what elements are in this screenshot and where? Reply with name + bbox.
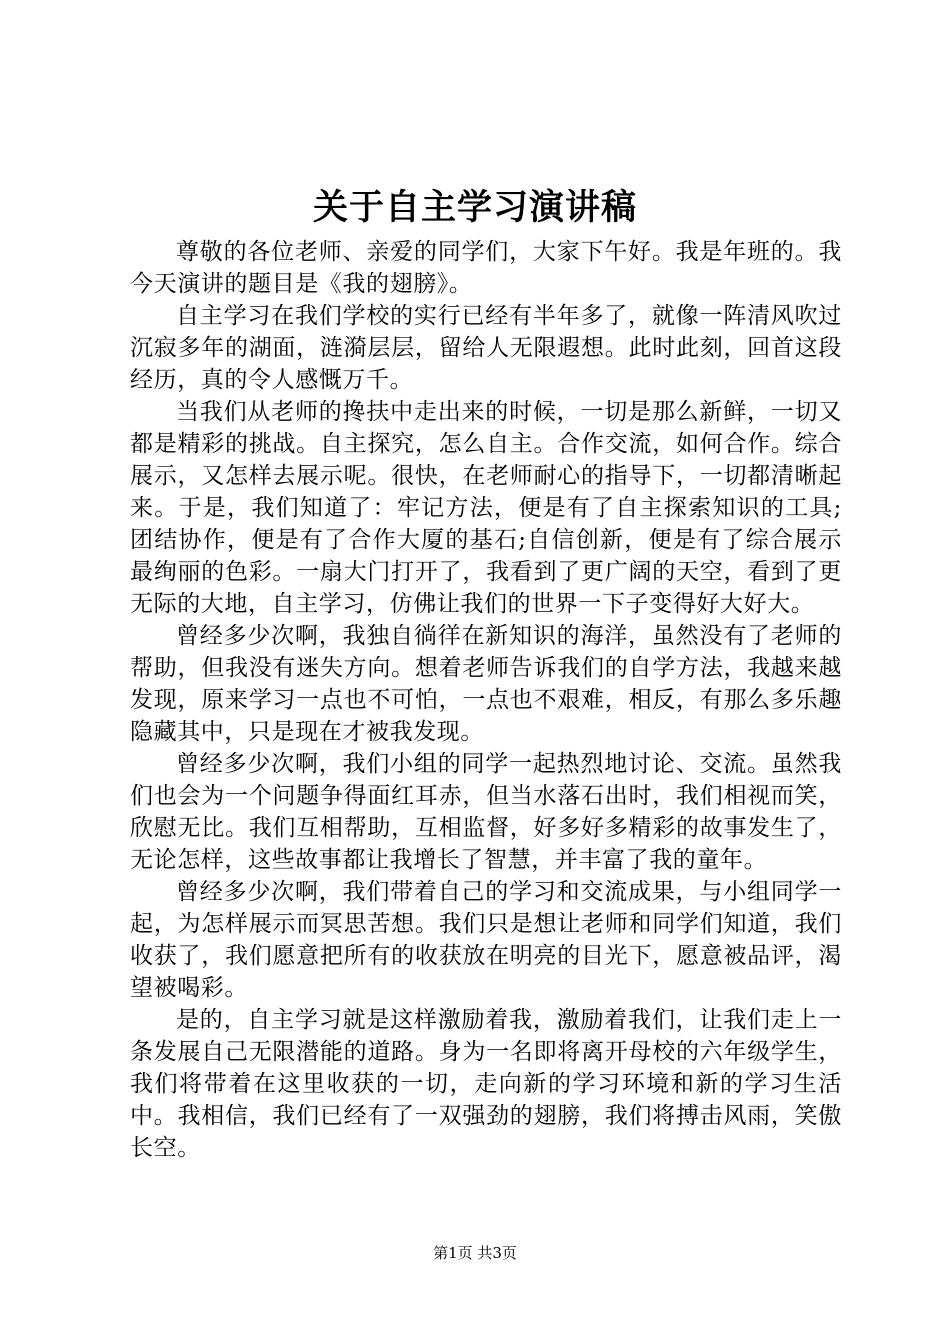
paragraph-challenge: 当我们从老师的搀扶中走出来的时候，一切是那么新鲜，一切又都是精彩的挑战。自主探究，怎么自主。合作交流，如何合作。综合展示，又怎样去展示呢。很快，在老师耐心的指导下，一切都清晰起来。于是，我们知道了：牢记方法，便是有了自主探索知识的工具;团结协作，便是有了合作大厦的基石;自信创新，便是有了综合展示最绚丽的色彩。一扇大门打开了，我看到了更广阔的天空，看到了更无际的大地，自主学习，仿佛让我们的世界一下子变得好大好大。: [130, 399, 842, 617]
paragraph-intro: 自主学习在我们学校的实行已经有半年多了，就像一阵清风吹过沉寂多年的湖面，涟漪层层，留给人无限遐想。此时此刻，回首这段经历，真的令人感慨万千。: [130, 303, 842, 393]
page-number-footer: 第1页 共3页: [433, 1244, 517, 1262]
paragraph-presentation: 曾经多少次啊，我们带着自己的学习和交流成果，与小组同学一起，为怎样展示而冥思苦想。我们只是想让老师和同学们知道，我们收获了，我们愿意把所有的收获放在明亮的目光下，愿意被品评，渴望被喝彩。: [130, 879, 842, 1001]
paragraph-greeting: 尊敬的各位老师、亲爱的同学们，大家下午好。我是年班的。我今天演讲的题目是《我的翅膀》。: [130, 239, 842, 297]
paragraph-group-discussion: 曾经多少次啊，我们小组的同学一起热烈地讨论、交流。虽然我们也会为一个问题争得面红耳赤，但当水落石出时，我们相视而笑，欣慰无比。我们互相帮助，互相监督，好多好多精彩的故事发生了，无论怎样，这些故事都让我增长了智慧，并丰富了我的童年。: [130, 751, 842, 873]
document-title: 关于自主学习演讲稿: [312, 187, 637, 228]
document-body: [130, 236, 842, 1164]
paragraph-self-study: 曾经多少次啊，我独自徜徉在新知识的海洋，虽然没有了老师的帮助，但我没有迷失方向。想着老师告诉我们的自学方法，我越来越发现，原来学习一点也不可怕，一点也不艰难，相反，有那么多乐趣隐藏其中，只是现在才被我发现。: [130, 623, 842, 745]
paragraph-conclusion: 是的，自主学习就是这样激励着我，激励着我们，让我们走上一条发展自己无限潜能的道路。身为一名即将离开母校的六年级学生，我们将带着在这里收获的一切，走向新的学习环境和新的学习生活中。我相信，我们已经有了一双强劲的翅膀，我们将搏击风雨，笑傲长空。: [130, 1007, 842, 1161]
